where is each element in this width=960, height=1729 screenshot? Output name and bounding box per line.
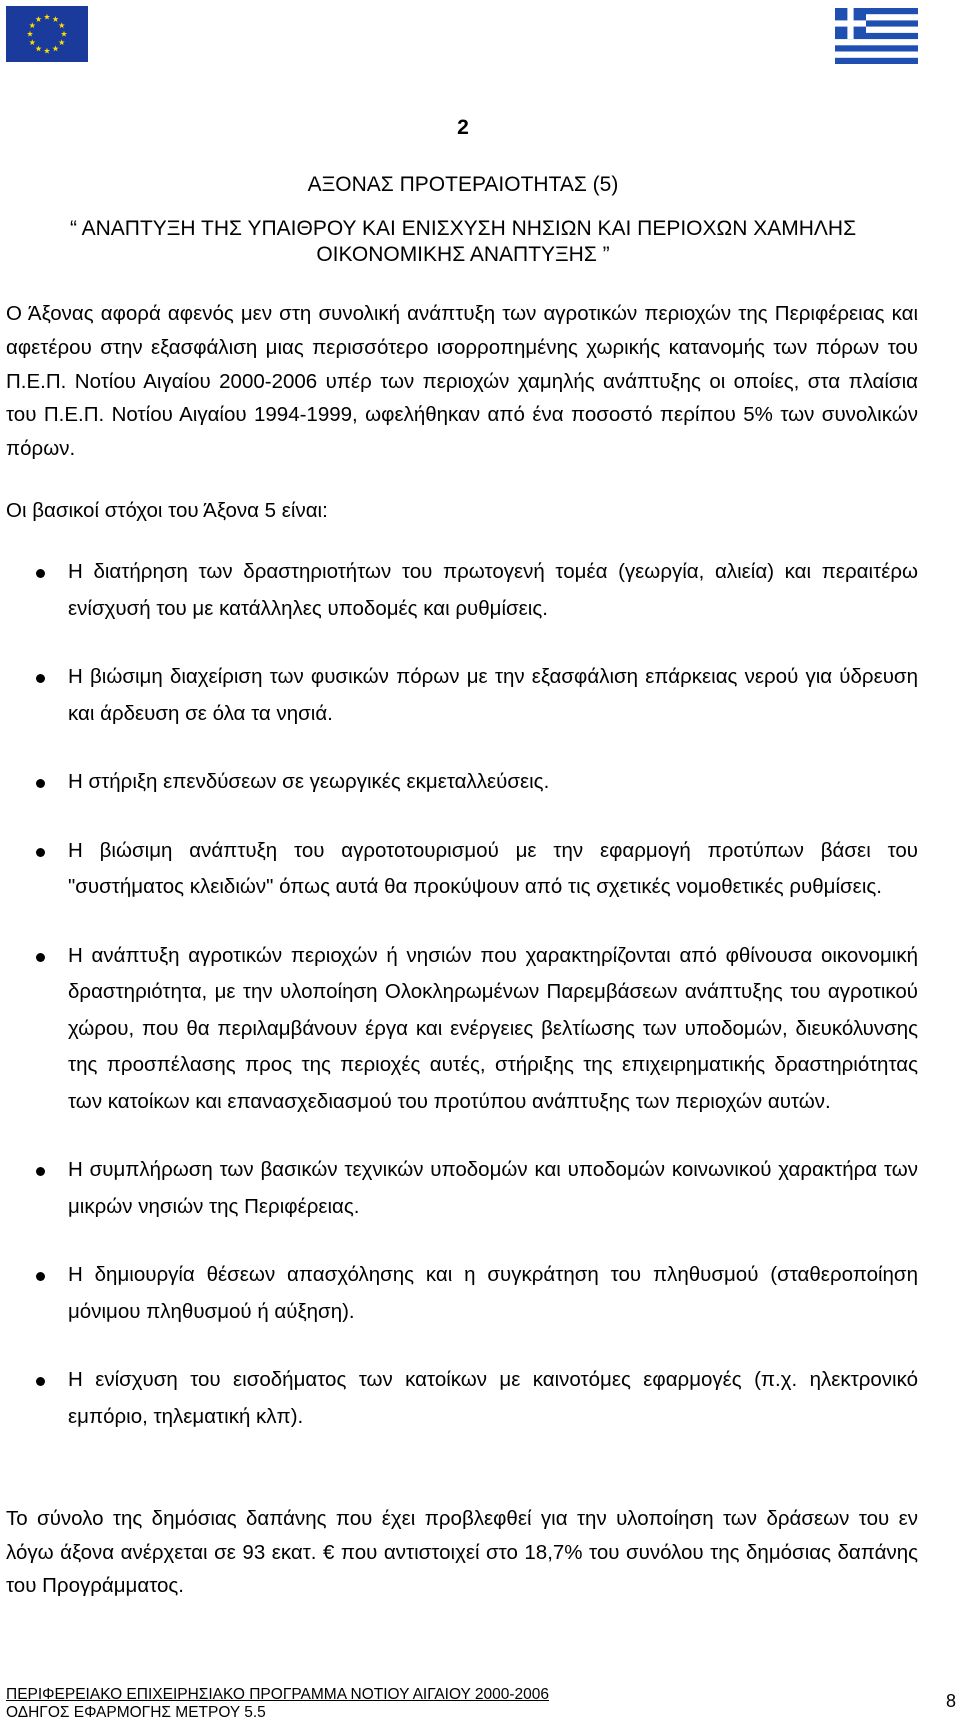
bullet-icon bbox=[36, 1272, 45, 1281]
goals-heading: Οι βασικοί στόχοι του Άξονα 5 είναι: bbox=[6, 499, 328, 522]
footer-page-number: 8 bbox=[945, 1691, 956, 1711]
closing-paragraph: Το σύνολο της δημόσιας δαπάνης που έχει προβλεφθεί για την υλοποίηση των δράσεων του εν λόγω άξονα ανέρχεται σε 93 εκατ. € που αντιστοιχεί στο 18,7% του συνόλου της δημόσιας δαπάνης του Προγράμματος. bbox=[6, 1507, 918, 1597]
goal-text: Η στήριξη επενδύσεων σε γεωργικές εκμεταλλεύσεις. bbox=[68, 770, 550, 793]
list-item bbox=[0, 554, 918, 627]
list-item bbox=[0, 1257, 918, 1330]
eu-flag-icon bbox=[6, 6, 88, 62]
list-item bbox=[0, 659, 918, 732]
bullet-icon bbox=[36, 1377, 45, 1386]
goals-list bbox=[0, 554, 960, 1467]
list-item bbox=[0, 764, 918, 801]
bullet-icon bbox=[36, 953, 45, 962]
list-item bbox=[0, 833, 918, 906]
goal-text: Η βιώσιμη ανάπτυξη του αγροτοτουρισμού με την εφαρμογή προτύπων βάσει του "συστήματος κλειδιών" όπως αυτά θα προκύψουν από τις σχετικές νομοθετικές ρυθμίσεις. bbox=[68, 838, 918, 898]
bullet-icon bbox=[36, 569, 45, 578]
intro-paragraph: Ο Άξονας αφορά αφενός μεν στη συνολική ανάπτυξη των αγροτικών περιοχών της Περιφέρειας και αφετέρου στην εξασφάλιση μιας περισσότερο ισορροπημένης χωρικής κατανομής των πόρων του Π.Ε.Π. Νοτίου Αιγαίου 2000-2006 υπέρ των περιοχών χαμηλής ανάπτυξης οι οποίες, στα πλαίσια του Π.Ε.Π. Νοτίου Αιγαίου 1994-1999, ωφελήθηκαν από ένα ποσοστό περίπου 5% των συνολικών πόρων. bbox=[6, 302, 918, 461]
bullet-icon bbox=[36, 848, 45, 857]
section-subtitle: “ ΑΝΑΠΤΥΞΗ ΤΗΣ ΥΠΑΙΘΡΟΥ ΚΑΙ ΕΝΙΣΧΥΣΗ ΝΗΣΙΩΝ ΚΑΙ ΠΕΡΙΟΧΩΝ ΧΑΜΗΛΗΣ ΟΙΚΟΝΟΜΙΚΗΣ ΑΝΑΠΤΥΞΗΣ ” bbox=[69, 217, 857, 266]
bullet-icon bbox=[36, 674, 45, 683]
list-item bbox=[0, 1362, 918, 1435]
goal-text: Η ανάπτυξη αγροτικών περιοχών ή νησιών που χαρακτηρίζονται από φθίνουσα οικονομική δραστηριότητα, με την υλοποίηση Ολοκληρωμένων Παρεμβάσεων ανάπτυξης του αγροτικού χώρου, που θα περιλαμβάνουν έργα και ενέργειες βελτίωσης των υποδομών, διευκόλυνσης της προσπέλασης προς της περιοχές αυτές, στήριξης της επιχειρηματικής δραστηριότητας των κατοίκων και επανασχεδιασμού του προτύπου ανάπτυξης των περιοχών αυτών. bbox=[68, 943, 918, 1113]
footer-program-title: ΠΕΡΙΦΕΡΕΙΑΚΟ ΕΠΙΧΕΙΡΗΣΙΑΚΟ ΠΡΟΓΡΑΜΜΑ ΝΟΤΙΟΥ ΑΙΓΑΙΟΥ 2000-2006 bbox=[6, 1686, 550, 1703]
list-item bbox=[0, 1152, 918, 1225]
goal-text: Η βιώσιμη διαχείριση των φυσικών πόρων με την εξασφάλιση επάρκειας νερού για ύδρευση και άρδευση σε όλα τα νησιά. bbox=[68, 665, 918, 725]
greek-flag-icon bbox=[835, 8, 918, 64]
goal-text: Η ενίσχυση του εισοδήματος των κατοίκων με καινοτόμες εφαρμογές (π.χ. ηλεκτρονικό εμπόριο, τηλεματική κλπ). bbox=[68, 1368, 918, 1428]
goal-text: Η διατήρηση των δραστηριοτήτων του πρωτογενή τομέα (γεωργία, αλιεία) και περαιτέρω ενίσχυσή του με κατάλληλες υποδομές και ρυθμίσεις. bbox=[68, 560, 918, 620]
page-footer bbox=[6, 1686, 956, 1722]
goal-text: Η δημιουργία θέσεων απασχόλησης και η συγκράτηση του πληθυσμού (σταθεροποίηση μόνιμου πληθυσμού ή αύξηση). bbox=[68, 1263, 918, 1323]
bullet-icon bbox=[36, 779, 45, 788]
bullet-icon bbox=[36, 1167, 45, 1176]
list-item bbox=[0, 938, 918, 1121]
footer-guide-title: ΟΔΗΓΟΣ ΕΦΑΡΜΟΓΗΣ ΜΕΤΡΟΥ 5.5 bbox=[6, 1704, 266, 1721]
section-title: ΑΞΟΝΑΣ ΠΡΟΤΕΡΑΙΟΤΗΤΑΣ (5) bbox=[307, 173, 619, 196]
page-number: 2 bbox=[457, 116, 469, 139]
goal-text: Η συμπλήρωση των βασικών τεχνικών υποδομών και υποδομών κοινωνικού χαρακτήρα των μικρών νησιών της Περιφέρειας. bbox=[68, 1158, 918, 1218]
